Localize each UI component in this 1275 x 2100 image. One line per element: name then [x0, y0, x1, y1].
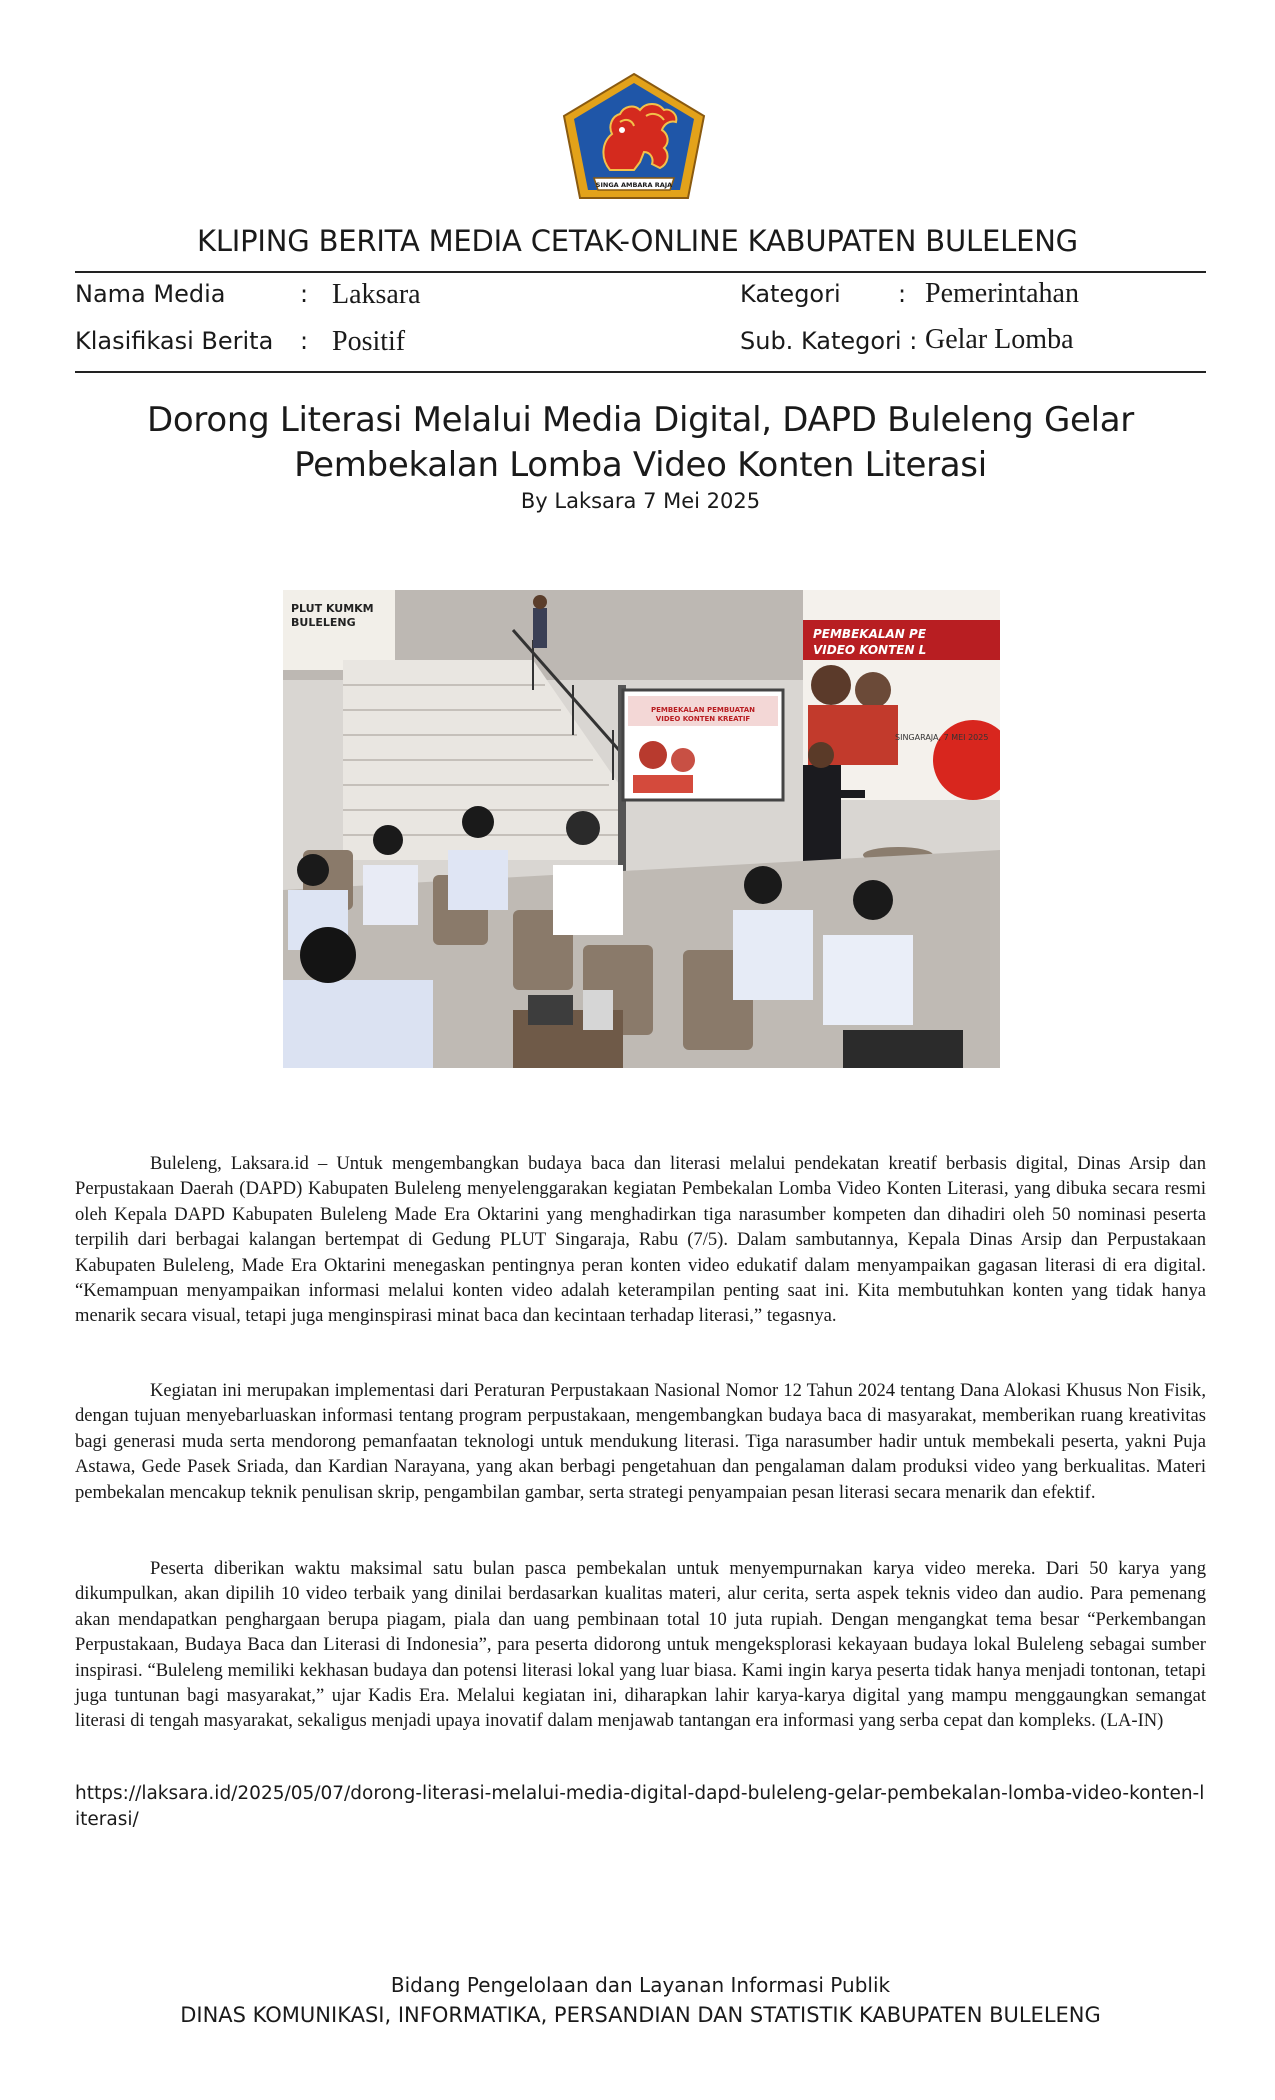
article-paragraph: Kegiatan ini merupakan implementasi dari Peraturan Perpustakaan Nasional Nomor 12 Tahun 2024 tentang Dana Alokasi Khusus Non Fisik, dengan tujuan menyebarluaskan informasi tentang program perpustakaan, mengembangkan budaya baca di masyarakat, memberikan ruang kreativitas bagi generasi muda serta mendorong pemanfaatan teknologi untuk mendukung literasi. Tiga narasumber hadir untuk membekali peserta, yakni Puja Astawa, Gede Pasek Sriada, dan Kardian Narayana, yang akan berbagi pengetahuan dan pengalaman dalam produksi video yang berkualitas. Materi pembekalan mencakup teknik penulisan skrip, pengambilan gambar, serta strategi penyampaian pesan literasi secara menarik dan efektif.	[75, 1380, 1206, 1503]
emblem-motto: SINGA AMBARA RAJA	[595, 181, 673, 189]
header-title: KLIPING BERITA MEDIA CETAK-ONLINE KABUPATEN BULELENG	[197, 224, 1078, 258]
svg-text:PEMBEKALAN PE VIDEO KONTEN: PEMBEKALAN PE VIDEO KONTEN L	[813, 627, 927, 657]
subcategory-value: Gelar Lomba	[925, 324, 1074, 355]
meta-separator: :	[300, 280, 309, 308]
article-byline: By Laksara 7 Mei 2025	[520, 489, 761, 513]
svg-text:SINGARAJA, 7 MEI 2025: SINGARAJA, 7 MEI 2025	[895, 733, 989, 742]
svg-text:VIDEO KONTEN KREATIF: VIDEO KONTEN KREATIF	[655, 715, 751, 723]
meta-divider	[75, 371, 1206, 373]
article-paragraph: Buleleng, Laksara.id – Untuk mengembangkan budaya baca dan literasi melalui pendekatan kreatif berbasis digital, Dinas Arsip dan Perpustakaan Daerah (DAPD) Kabupaten Buleleng menyelenggarakan kegiatan Pembekalan Lomba Video Konten Literasi, yang dibuka secara resmi oleh Kepala DAPD Kabupaten Buleleng Made Era Oktarini yang menghadirkan tiga narasumber kompeten dan dihadiri oleh 50 nominasi peserta terpilih dari berbagai kalangan bertempat di Gedung PLUT Singaraja, Rabu (7/5). Dalam sambutannya, Kepala Dinas Arsip dan Perpustakaan Kabupaten Buleleng, Made Era Oktarini menegaskan pentingnya peran konten video edukatif dalam menyampaikan gagasan literasi di era digital. “Kemampuan menyampaikan informasi melalui konten video adalah keterampilan penting saat ini. Kita membutuhkan konten yang tidak hanya menarik secara visual, tetapi juga menginspirasi minat baca dan kecintaan terhadap literasi,” tegasnya.	[75, 1153, 1206, 1327]
header-divider	[75, 271, 1206, 273]
media-name-label: Nama Media	[75, 280, 226, 308]
buleleng-regency-emblem	[560, 72, 708, 204]
subcategory-label: Sub. Kategori :	[740, 327, 918, 355]
meta-separator: :	[300, 327, 309, 355]
event-photo	[283, 590, 1000, 1068]
meta-separator: :	[898, 280, 907, 308]
footer-division: Bidang Pengelolaan dan Layanan Informasi Publik	[390, 1973, 891, 1997]
svg-text:PEMBEKALAN PEMBUATAN: PEMBEKALAN PEMBUATAN	[650, 706, 756, 714]
category-value: Pemerintahan	[925, 278, 1079, 309]
photo-speaker	[803, 765, 841, 875]
svg-text:PLUT KUMKM BULELENG: PLUT KUMKM BULELENG	[291, 602, 374, 629]
article-paragraph: Peserta diberikan waktu maksimal satu bulan pasca pembekalan untuk menyempurnakan karya video mereka. Dari 50 karya yang dikumpulkan, akan dipilih 10 video terbaik yang dinilai berdasarkan kualitas materi, alur cerita, serta aspek teknis video dan audio. Para pemenang akan mendapatkan penghargaan berupa piagam, piala dan uang pembinaan total 10 juta rupiah. Dengan mengangkat tema besar “Perkembangan Perpustakaan, Budaya Baca dan Literasi di Indonesia”, para peserta didorong untuk mengeksplorasi kekayaan budaya lokal Buleleng sebagai sumber inspirasi. “Buleleng memiliki kekhasan budaya dan potensi literasi lokal yang luar biasa. Kami ingin karya peserta tidak hanya menjadi tontonan, tetapi juga tuntunan bagi masyarakat,” ujar Kadis Era. Melalui kegiatan ini, diharapkan lahir karya-karya digital yang mampu menggaungkan semangat literasi di tengah masyarakat, sekaligus menjadi upaya inovatif dalam menjawab tantangan era informasi yang serba cepat dan kompleks. (LA-IN)	[75, 1558, 1206, 1732]
category-label: Kategori	[740, 280, 841, 308]
article-title: Dorong Literasi Melalui Media Digital, DAPD Buleleng Gelar Pembekalan Lomba Video Konten Literasi	[147, 400, 1134, 485]
media-name-value: Laksara	[332, 279, 421, 310]
source-url-link[interactable]: https://laksara.id/2025/05/07/dorong-literasi-melalui-media-digital-dapd-buleleng-gelar-pembekalan-lomba-video-konten-literasi/	[75, 1783, 1205, 1830]
classification-value: Positif	[332, 326, 406, 357]
footer-agency: DINAS KOMUNIKASI, INFORMATIKA, PERSANDIAN DAN STATISTIK KABUPATEN BULELENG	[180, 2003, 1101, 2027]
classification-label: Klasifikasi Berita	[75, 327, 274, 355]
